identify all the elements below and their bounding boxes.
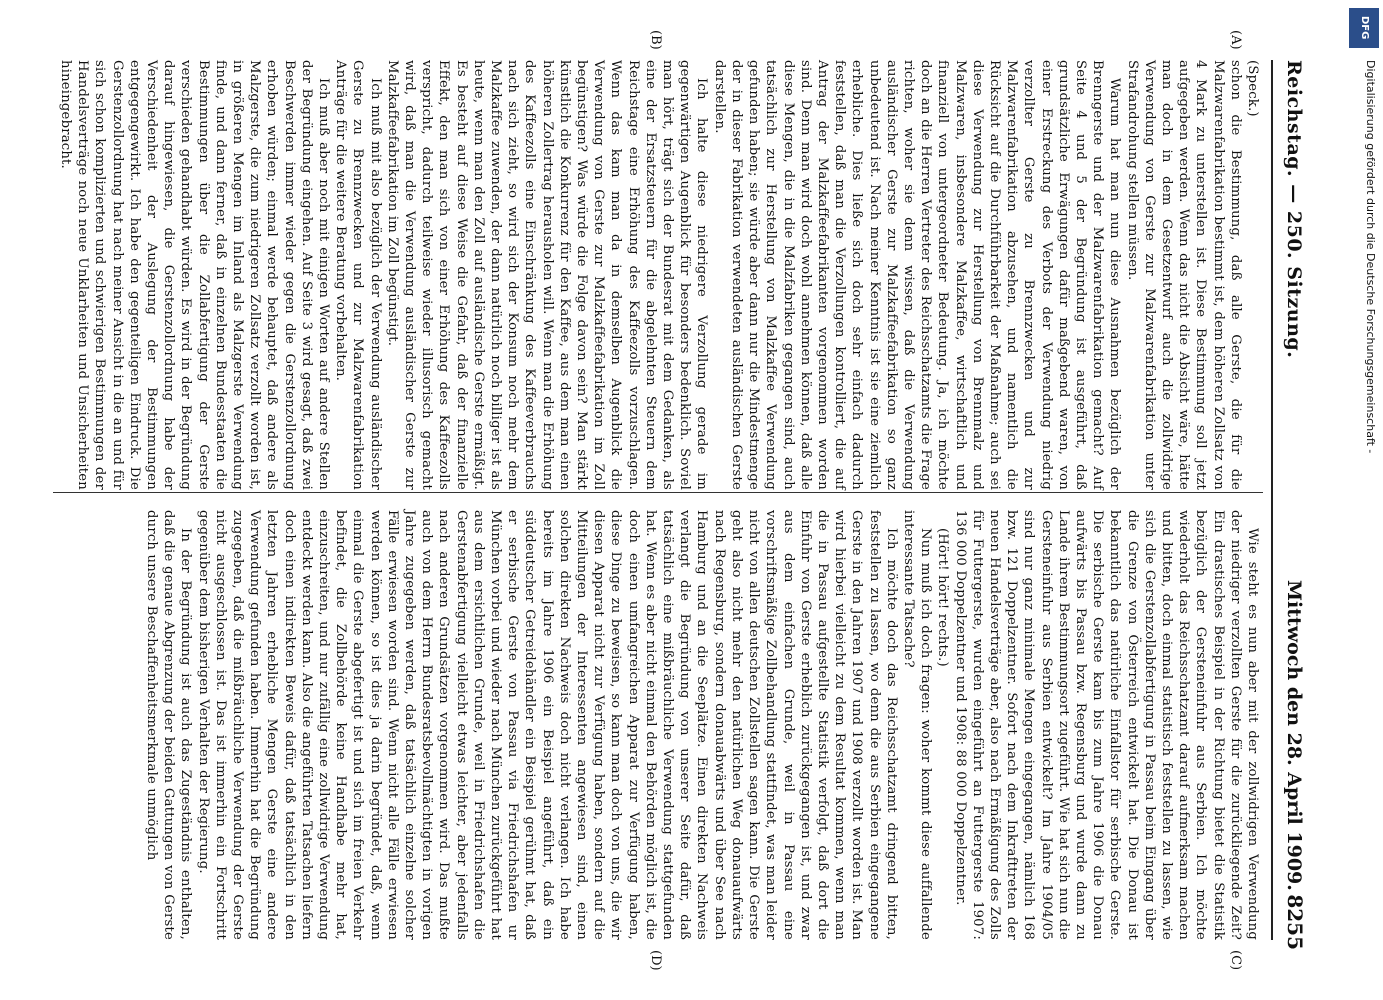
page-number: 8255 bbox=[1283, 894, 1307, 950]
column-separator bbox=[53, 492, 1263, 493]
paragraph: Ich halte diese niedrigere Verzollung gerade im gegenwärtigen Augenblick für besonders bedenklich. Soviel man hört, trägt sich der Bundesrat mit dem Gedanken, als eine der Ersatzsteuern für die abgelehnten Steuern dem Reichstage eine Erhöhung des Kaffeezolls vorzuschlagen. Wenn das kam man da in demselben Augenblick die Verwendung von Gerste zur Malzkaffeefabrikation im Zoll begünstigen? Was würde die Folge davon sein? Man stärkt künstlich die Konkurrenz für den Kaffee, aus dem man einen höheren Zollertrag herausholen will. Wenn man die Erhöhung des Kaffeezolls eine Einschränkung des Kaffeeverbrauchs nach sich zieht, so wird sich der Konsum noch mehr dem Malzkaffee zuwenden, der dann natürlich noch billiger ist als heute, wenn man den Zoll auf ausländische Gerste ermäßigt. Es besteht auf diese Weise die Gefahr, daß der finanzielle Effekt, den man sich von einer Erhöhung des Kaffeezolls verspricht, dadurch teilweise wieder illusorisch gemacht wird, daß man die Verwendung ausländischer Gerste zur Malzkaffeefabrikation im Zoll begünstigt. bbox=[384, 60, 710, 490]
paragraph: Ich möchte doch das Reichsschatzamt dringend bitten, feststellen zu lassen, wo denn die aus Serbien eingegangene Gerste in den Jahren 1907 und 1908 verzollt worden ist. Man wird hierbei vielleicht zu dem Resultat kommen, wenn man die in Passau aufgestellte Statistik verfolgt, daß dort die Einfuhr von Gerste erheblich zurückgegangen ist, und zwar aus dem einfachen Grunde, weil in Passau eine vorschriftsmäßige Zollbehandlung stattfindet, was man leider nicht von allen deutschen Zollstellen sagen kann. Die Gerste geht also nicht mehr den natürlichen Weg donauaufwärts nach Regensburg, sondern donauabwärts und über See nach Hamburg und an die Seeplätze. Einen direkten Nachweis verlangt die Begründung von unserer Seite dafür, daß tatsächlich eine mißbräuchliche Verwendung stattgefunden hat. Wenn es aber nicht einmal den Behörden möglich ist, die doch einen umfangreichen Apparat zur Verfügung haben, diese Dinge zu beweisen, so kann man doch von uns, die wir diesen Apparat nicht zur Verfügung haben, sondern auf die Mitteilungen der Interessenten angewiesen sind, einen solchen direkten Nachweis doch nicht verlangen. Ich habe bereits im Jahre 1906 ein Beispiel angeführt, daß ein süddeutscher Getreidehändler ein Beispiel gerühmt hat, daß er serbische Gerste von Passau via Friedrichshafen ur München vorbei und wieder nach München zurückgeführt hat aus dem ersichtlichen Grunde, weil in Friedrichshafen die Gerstenabfertigung vielleicht etwas leichter, aber jedenfalls nach anderen Grundsätzen vorgenommen wird. Das mußte auch von dem Herrn Bundesratsbevollmächtigten in vorigen Jahre zugegeben werden, daß tatsächlich einzelne solcher Fälle erwiesen worden sind. Wenn nicht alle Fälle erwiesen werden können, so ist dies ja darin begründet, daß, wenn einmal die Gerste abgefertigt ist und sich im freien Verkehr befindet, die Zollbehörde keine Handhabe mehr hat, einzuschreiten, und nur zufällig eine zollwidrige Verwendung entdeckt werden kann. Also die angeführten Tatsachen liefern doch einen indirekten Beweis dafür, daß tatsächlich in den letzten Jahren erhebliche Mengen Gerste eine andere Verwendung gefunden haben. Immerhin hat die Begründung zugegeben, daß die mißbräuchliche Verwendung der Gerste nicht ausgeschlossen ist. Das ist immerhin ein Fortschritt gegenüber dem bisherigen Verhalten der Regierung. bbox=[195, 510, 899, 940]
dfg-logo: DFG bbox=[1349, 8, 1379, 48]
paragraph: Warum hat man nun diese Ausnahmen bezüglich der Brenngerste und der Malzwarenfabrikation gemacht? Auf Seite 4 und 5 der Begründung ist ausgeführt, daß grundsätzliche Erwägungen dafür maßgebend waren, von einer Erstreckung des Verbots der Verwendung niedrig verzollter Gerste zu Brennzwecken und zur Malzwarenfabrikation abzusehen, und namentlich die Rücksicht auf die Durchführbarkeit der Maßnahme; auch sei diese Verwendung zur Herstellung von Brennmalz und Malzwaren, insbesondere Malzkaffee, wirtschaftlich und finanziell von untergeordneter Bedeutung. Ja, ich möchte doch an die Herren Vertreter des Reichsschatzamts die Frage richten, woher sie denn wissen, daß die Verwendung ausländischer Gerste zur Malzkaffeefabrikation so ganz unbedeutend ist. Nach meiner Kenntnis ist sie eine ziemlich erhebliche. Dies ließe sich doch sehr einfach dadurch feststellen, daß man die Verzollungen kontrolliert, die auf Antrag der Malzkaffeefabrikanten vorgenommen worden sind. Denn man wird doch wohl annehmen können, daß alle diese Mengen, die in die Malzfabriken gegangen sind, auch tatsächlich zur Herstellung von Malzkaffee Verwendung gefunden haben; sie würde aber dann nur die Mindestmenge der in dieser Fabrikation verwendeten ausländischen Gerste darstellen. bbox=[711, 60, 1123, 490]
paragraph: Ich muß mit also bezüglich der Verwendung ausländischer Gerste zu Brennzwecken und zur Malzwarenfabrikation Anträge für die weitere Beratung vorbehalten. bbox=[333, 60, 383, 490]
margin-mark-a: (A) bbox=[1228, 30, 1243, 50]
paragraph: Ich muß aber noch mit einigen Worten auf andere Stellen der Begründung eingehen. Auf Seite 3 wird gesagt, daß zwei Beschwerden immer wieder gegen die Gerstenzollordnung erhoben würden; einmal werde behauptet, daß andere als Malzgerste, die zum niedrigeren Zollsatz verzollt worden ist, in größeren Mengen im Inland als Malzgerste Verwendung finde, und dann ferner, daß in einzelnen Bundesstaaten die Bestimmungen über die Zollabfertigung der Gerste verschieden gehandhabt würden. Es wird in der Begründung darauf hingewiesen, die Gerstenzollordnung habe der Verschiedenheit der Auslegung der Bestimmungen entgegengewirkt. Ich habe den gegenteiligen Eindruck. Die Gerstenzollordnung hat nach meiner Ansicht in die an und für sich schon komplizierten und schwierigen Bestimmungen der Handelsverträge noch neue Unklarheiten und Unsicherheiten hineingebracht. bbox=[57, 60, 332, 490]
left-column bbox=[57, 60, 1261, 490]
margin-mark-b: (B) bbox=[648, 30, 663, 50]
speaker-label: (Speck.) bbox=[1245, 60, 1260, 117]
right-column bbox=[143, 510, 1261, 940]
header-left: Reichstag. — 250. Sitzung. bbox=[1283, 60, 1305, 359]
margin-mark-c: (C) bbox=[1228, 950, 1243, 971]
paragraph: Wie steht es nun aber mit der zollwidrigen Verwendung der niedriger verzollten Gerste für die zurückliegende Zeit? Ein drastisches Beispiel in der Richtung bietet die Statistik bezüglich der Gersteneinfuhr aus Serbien. Ich möchte wiederholt das Reichsschatzamt darauf aufmerksam machen und bitten, doch einmal statistisch feststellen zu lassen, wie sich die Gerstenzollabfertigung in Passau beim Eingang über die Grenze von Österreich entwickelt hat. Die Donau ist bekanntlich das natürliche Einfallstor für serbische Gerste. Die serbische Gerste kam bis zum Jahre 1906 die Donau aufwärts bis Passau bzw. Regensburg und wurde dann zu Lande ihrem Bestimmungsort zugeführt. Wie hat sich nun die Gersteneinfuhr aus Serbien entwickelt? Im Jahre 1904/05 sind nur ganz minimale Mengen eingegangen, nämlich 168 bzw. 121 Doppelzentner. Sofort nach dem Inkrafttreten der neuen Handelsverträge aber, also nach Ermäßigung des Zolls für Futtergerste, wurden eingeführt an Futtergerste 1907: 136 000 Doppelzentner und 1908: 88 000 Doppelzentner. bbox=[952, 510, 1260, 940]
digitization-sidebar bbox=[1343, 0, 1383, 1000]
header-center: Mittwoch den 28. April 1909. bbox=[1283, 580, 1305, 891]
paragraph: (Hört! hört! rechts.) bbox=[935, 528, 951, 667]
margin-mark-d: (D) bbox=[648, 950, 663, 971]
paragraph: In der Begründung ist auch das Zugeständnis enthalten, daß die genaue Abgrenzung der beiden Gattungen von Gerste durch unsere Beschaffenheitsmerkmale unmöglich bbox=[144, 510, 194, 940]
paragraph: Nun muß ich doch fragen: woher kommt diese auffallende interessante Tatsache? bbox=[900, 510, 934, 940]
page-header bbox=[1273, 60, 1313, 950]
header-rule bbox=[1271, 60, 1273, 940]
credit-line: Digitalisierung gefördert durch die Deutsche Forschungsgemeinschaft - bbox=[1364, 60, 1377, 454]
newspaper-page bbox=[43, 0, 1343, 1000]
paragraph: schon die Bestimmung, daß alle Gerste, die für die Malzwarenfabrikation bestimmt ist, dem höheren Zollsatz von 4 Mark zu unterstellen ist. Diese Bestimmung soll jetzt aufgegeben werden. Wenn das nicht die Absicht wäre, hätte man doch in dem Gesetzentwurf auch die zollwidrige Verwendung von Gerste zur Malzwarenfabrikation unter Strafandrohung stellen müssen. bbox=[1124, 60, 1243, 490]
